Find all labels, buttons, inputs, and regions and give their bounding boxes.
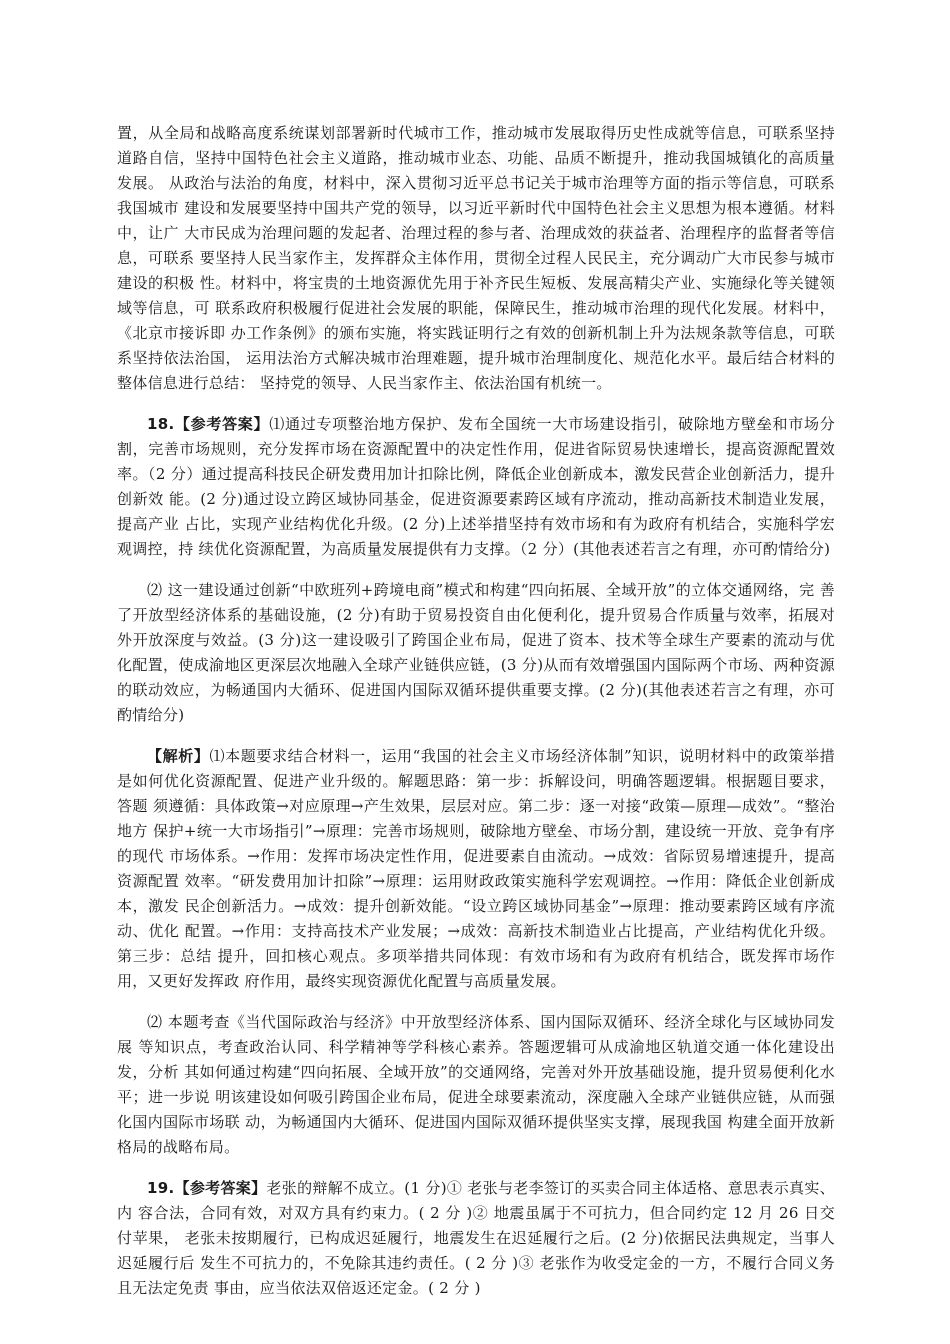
q19-answer-text: 老张的辩解不成立。(1 分)① 老张与老李签订的买卖合同主体适格、意思表示真实、内 容合法，合同有效，对双方具有约束力。( 2 分 )② 地震虽属于不可抗力，但合同约定 12 月 26 日交付苹果， 老张未按期履行，已构成迟延履行，地震发生在迟延履行之后。(2 分)依据民法典规定，当事人迟延履行后 发生不可抗力的，不免除其违约责任。( 2 分 )③ 老张作为收受定金的一方，不履行合同义务且无法定免责 事由，应当依法双倍返还定金。( 2 分 ) xyxy=(117,1179,835,1297)
q18-answer-part1-text: ⑴通过专项整治地方保护、发布全国统一大市场建设指引，破除地方壁垒和市场分割，完善市场规则，充分发挥市场在资源配置中的决定性作用，促进省际贸易快速增长，提高资源配置效率。（2 分）通过提高科技民企研发费用加计扣除比例，降低企业创新成本，激发民营企业创新活力，提升创新效 能。(2 分)通过设立跨区域协同基金，促进资源要素跨区域有序流动，推动高新技术制造业发展，提高产业 占比，实现产业结构优化升级。(2 分)上述举措坚持有效市场和有为政府有机结合，实施科学宏观调控，持 续优化资源配置，为高质量发展提供有力支撑。（2 分）(其他表述若言之有理，亦可酌情给分) xyxy=(117,415,835,558)
q18-analysis-part1-text: ⑴本题要求结合材料一，运用“我国的社会主义市场经济体制”知识，说明材料中的政策举措 是如何优化资源配置、促进产业升级的。解题思路：第一步：拆解设问，明确答题逻辑。根据题目要求，答题 须遵循：具体政策→对应原理→产生效果，层层对应。第二步：逐一对接“政策—原理—成效”。“整治地方 保护+统一大市场指引”→原理：完善市场规则，破除地方壁垒、市场分割，建设统一开放、竞争有序的现代 市场体系。→作用：发挥市场决定性作用，促进要素自由流动。→成效：省际贸易增速提升，提高资源配置 效率。“研发费用加计扣除”→原理：运用财政政策实施科学宏观调控。→作用：降低企业创新成本，激发 民企创新活力。→成效：提升创新效能。“设立跨区域协同基金”→原理：推动要素跨区域有序流动、优化 配置。→作用：支持高技术产业发展；→成效：高新技术制造业占比提高，产业结构优化升级。第三步：总结 提升，回扣核心观点。多项举措共同体现：有效市场和有为政府有机结合，既发挥市场作用，又更好发挥政 府作用，最终实现资源优化配置与高质量发展。 xyxy=(117,747,836,990)
q18-analysis-part2: ⑵ 本题考查《当代国际政治与经济》中开放型经济体系、国内国际双循环、经济全球化与区域协同发展 等知识点，考查政治认同、科学精神等学科核心素养。答题逻辑可从成渝地区轨道交通一体化建设出发，分析 其如何通过构建“四向拓展、全域开放”的交通网络，完善对外开放基础设施，提升贸易便利化水平；进一步说 明该建设如何吸引跨国企业布局，促进全球要素流动，深度融入全球产业链供应链，从而强化国内国际市场联 动，为畅通国内大循环、促进国内国际双循环提供坚实支撑，展现我国 构建全面开放新格局的战略布局。 xyxy=(117,1013,835,1156)
q18-analysis-label: 【解析】 xyxy=(147,747,210,765)
q19-answer xyxy=(117,1176,835,1301)
q18-answer-label: 18.【参考答案】 xyxy=(147,415,270,433)
q18-analysis-part1 xyxy=(117,744,835,994)
q18-answer-part1 xyxy=(117,412,835,562)
q18-answer-part2: ⑵ 这一建设通过创新“中欧班列+跨境电商”模式和构建“四向拓展、全域开放”的立体交通网络，完 善了开放型经济体系的基础设施，(2 分)有助于贸易投资自由化便利化，提升贸易合作质量与效率，拓展对 外开放深度与效益。(3 分)这一建设吸引了跨国企业布局，促进了资本、技术等全球生产要素的流动与优 化配置，使成渝地区更深层次地融入全球产业链供应链，(3 分)从而有效增强国内国际两个市场、两种资源 的联动效应，为畅通国内大循环、促进国内国际双循环提供重要支撑。(2 分)(其他表述若言之有理，亦可 酌情给分) xyxy=(117,581,835,724)
q19-answer-label: 19.【参考答案】 xyxy=(147,1179,267,1197)
analysis-17-continuation: 置，从全局和战略高度系统谋划部署新时代城市工作，推动城市发展取得历史性成就等信息，可联系坚持道路自信，坚持中国特色社会主义道路，推动城市业态、功能、品质不断提升，推动我国城镇化的高质量发展。 从政治与法治的角度，材料中，深入贯彻习近平总书记关于城市治理等方面的指示等信息，可联系我国城市 建设和发展要坚持中国共产党的领导，以习近平新时代中国特色社会主义思想为根本遵循。材料中，让广 大市民成为治理问题的发起者、治理过程的参与者、治理成效的获益者、治理程序的监督者等信息，可联系 要坚持人民当家作主，发挥群众主体作用，贯彻全过程人民民主，充分调动广大市民参与城市建设的积极 性。材料中，将宝贵的土地资源优先用于补齐民生短板、发展高精尖产业、实施绿化等关键领域等信息，可 联系政府积极履行促进社会发展的职能，保障民生，推动城市治理的现代化发展。材料中，《北京市接诉即 办工作条例》的颁布实施，将实践证明行之有效的创新机制上升为法规条款等信息，可联系坚持依法治国， 运用法治方式解决城市治理难题，提升城市治理制度化、规范化水平。最后结合材料的整体信息进行总结： 坚持党的领导、人民当家作主、依法治国有机统一。 xyxy=(117,124,835,392)
